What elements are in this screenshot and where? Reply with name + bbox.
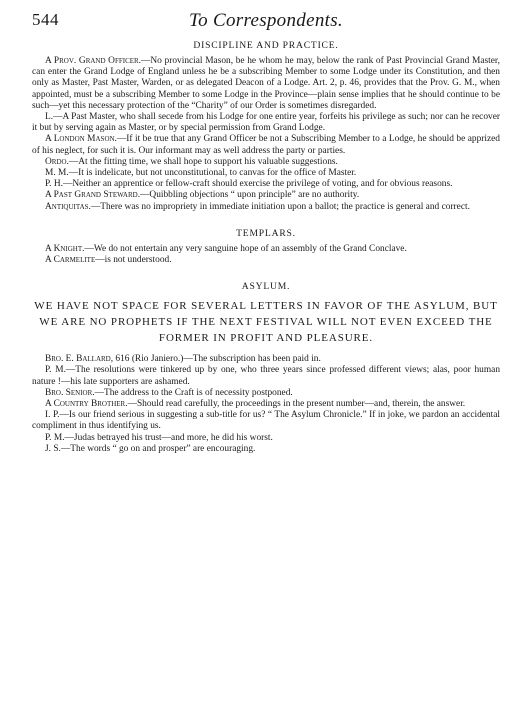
entry-text: —is not understood. <box>95 255 172 266</box>
entry-lead: Bro. Senior. <box>45 387 95 398</box>
page-number: 544 <box>32 10 59 29</box>
entry <box>32 433 500 444</box>
entry-lead: M. M. <box>45 168 69 179</box>
entry <box>32 168 500 179</box>
entry-text: —If it be true that any Grand Officer be not a Subscribing Member to a Lodge, he should be apprized of his neglect, for such it is. Our informant may as well address the party or parties. <box>32 134 500 156</box>
section-heading: ASYLUM. <box>241 281 291 293</box>
entry <box>32 56 500 112</box>
entry-lead: I. P. <box>45 410 60 421</box>
entry <box>32 244 500 255</box>
entry-text: —Is our friend serious in suggesting a sub-title for us? “ The Asylum Chronicle.” If in joke, we pardon an accidental compliment in thus identifying us. <box>32 410 501 432</box>
entry-text: (Rio Janiero.)—The subscription has been paid in. <box>129 354 321 365</box>
entry <box>32 388 500 399</box>
asylum-banner: WE HAVE NOT SPACE FOR SEVERAL LETTERS IN FAVOR OF THE ASYLUM, BUT WE ARE NO PROPHETS IF THE NEXT FESTIVAL WILL NOT EVEN EXCEED THE FORMER IN PROFIT AND PLEASURE. <box>34 300 498 345</box>
entry <box>32 399 500 410</box>
entry <box>32 190 500 201</box>
entry-lead: P. H. <box>45 179 63 190</box>
entry-lead: Ordo. <box>45 156 69 167</box>
entry <box>32 134 500 156</box>
entry-lead: A Knight. <box>45 243 85 254</box>
entry-text: —At the fitting time, we shall hope to support his valuable suggestions. <box>68 156 338 167</box>
section-spacer <box>32 266 500 281</box>
entry <box>32 157 500 168</box>
entry-text: —No provincial Mason, be he whom he may, below the rank of Past Provincial Grand Master, can enter the Grand Lodge of England unless he be a subscribing Member to some Lodge under its Constitution, and then only as Master, Past Master, Warden, or as delegated Deacon of a Lodge. Art. 2, p. 46, provides that the Prov. G. M., when appointed, must be a subscribing Member to some Lodge in the Province—plain sense implies that he should continue to be such—yet this necessary protection of the “Charity” of our Order is sometimes disregarded. <box>32 56 500 111</box>
entry <box>32 112 500 134</box>
running-title: To Correspondents. <box>189 10 343 31</box>
entry-text: —The address to the Craft is of necessity postponed. <box>94 387 293 398</box>
entry-text: —The words “ go on and prosper” are encouraging. <box>60 443 256 454</box>
section-heading: DISCIPLINE AND PRACTICE. <box>193 40 339 51</box>
entry <box>32 365 500 387</box>
section-discipline <box>32 40 500 213</box>
entry-text: —Should read carefully, the proceedings in the present number—and, therein, the answer. <box>127 399 466 410</box>
entry-lead: A Past Grand Steward. <box>45 190 141 201</box>
section-heading: TEMPLARS. <box>236 227 296 239</box>
entry <box>32 354 500 365</box>
entry <box>32 202 500 213</box>
entry-lead: J. S. <box>45 443 61 454</box>
entry-text: —Neither an apprentice or fellow-craft should exercise the privilege of voting, and for obvious reasons. <box>62 179 453 190</box>
entry-lead: A Prov. Grand Officer. <box>45 56 142 66</box>
entry-lead: A Carmelite <box>45 255 96 266</box>
entry-lead: Bro. E. Ballard, 616 <box>45 354 130 365</box>
section-spacer <box>32 213 500 228</box>
page <box>32 8 500 455</box>
entry-lead: P. M. <box>45 432 65 443</box>
section-asylum <box>32 281 500 455</box>
entry-text: —A Past Master, who shall secede from his Lodge for one entire year, forfeits his privilege as such; nor can he recover it but by serving again as Master, or by special permission from Grand Lodge. <box>32 112 500 134</box>
entry-text: —Judas betrayed his trust—and more, he did his worst. <box>64 432 273 443</box>
entry-lead: A Country Brother. <box>45 399 128 410</box>
entry-lead: P. M. <box>45 365 66 376</box>
entry-lead: L. <box>45 112 54 123</box>
entry-text: —Quibbling objections “ upon principle” are no authority. <box>140 190 360 201</box>
entry <box>32 444 500 455</box>
running-head <box>32 8 500 40</box>
entry <box>32 179 500 190</box>
entry-text: —We do not entertain any very sanguine hope of an assembly of the Grand Conclave. <box>84 243 407 254</box>
entry <box>32 255 500 266</box>
entry-text: —It is indelicate, but not unconstitutional, to canvas for the office of Master. <box>68 168 357 179</box>
entry-lead: Antiquitas. <box>45 201 91 212</box>
section-templars <box>32 228 500 266</box>
entry <box>32 410 500 432</box>
entry-text: —The resolutions were tinkered up by one, who three years since professed different views; alas, poor human nature !—his late supporters are ashamed. <box>32 365 501 387</box>
entry-lead: A London Mason. <box>45 134 117 145</box>
entry-text: —There was no impropriety in immediate initiation upon a ballot; the practice is general and correct. <box>90 201 470 212</box>
